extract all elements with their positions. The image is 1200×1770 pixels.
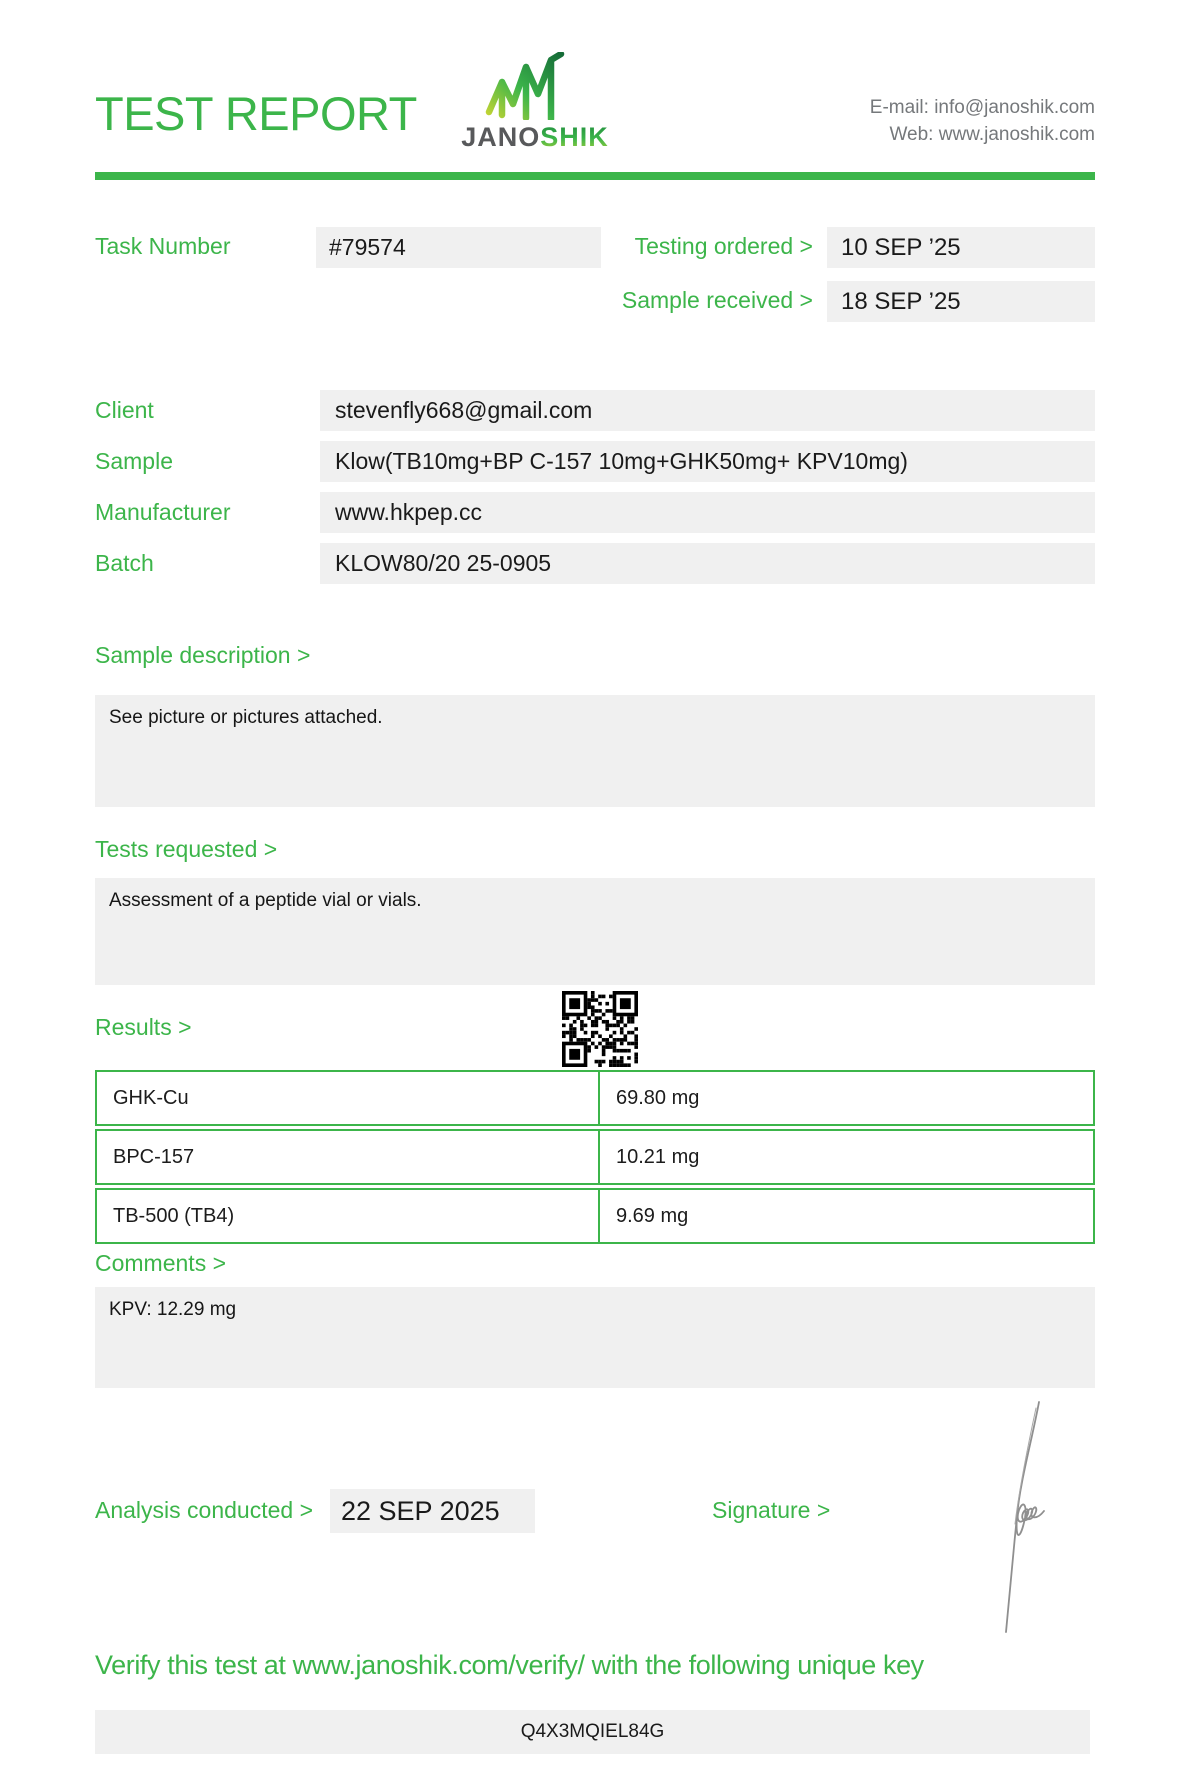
results-table [95, 1070, 1095, 1247]
analyte-amount: 69.80 mg [616, 1086, 700, 1109]
janoshik-logo [450, 52, 620, 152]
logo-wordmark [450, 122, 620, 152]
signature-label: Signature > [712, 1497, 831, 1523]
qr-code [562, 991, 638, 1067]
analysis-conducted-label: Analysis conducted > [95, 1497, 313, 1523]
sample-label: Sample [95, 448, 173, 474]
table-row [95, 1188, 1095, 1244]
logo-word-green: SHIK [540, 122, 609, 152]
batch-value: KLOW80/20 25-0905 [320, 543, 1095, 584]
contact-email: E-mail: info@janoshik.com [869, 97, 1095, 118]
analyte-name: TB-500 (TB4) [97, 1190, 600, 1242]
comments-heading: Comments > [95, 1250, 227, 1276]
batch-label: Batch [95, 550, 154, 576]
signature-image [975, 1398, 1059, 1638]
results-heading: Results > [95, 1014, 192, 1040]
tests-requested-box: Assessment of a peptide vial or vials. [95, 878, 1095, 985]
sample-description-box: See picture or pictures attached. [95, 695, 1095, 807]
trend-chart-icon [483, 52, 587, 120]
analyte-name: GHK-Cu [97, 1072, 600, 1124]
logo-word-dark: JANO [461, 122, 541, 152]
client-value: stevenfly668@gmail.com [320, 390, 1095, 431]
contact-block [870, 94, 1095, 148]
sample-received-label: Sample received > [621, 287, 813, 313]
task-number-value: #79574 [316, 227, 601, 268]
client-label: Client [95, 397, 154, 423]
comments-box: KPV: 12.29 mg [95, 1287, 1095, 1388]
analyte-amount: 9.69 mg [616, 1204, 689, 1227]
analyte-name: BPC-157 [97, 1131, 600, 1183]
sample-received-value: 18 SEP ’25 [827, 281, 1095, 322]
verify-key: Q4X3MQIEL84G [95, 1710, 1090, 1754]
green-divider [95, 172, 1095, 180]
task-number-label: Task Number [95, 233, 231, 259]
tests-requested-heading: Tests requested > [95, 836, 278, 862]
verify-instruction: Verify this test at www.janoshik.com/verify/ with the following unique key [95, 1650, 924, 1680]
table-row [95, 1129, 1095, 1185]
manufacturer-label: Manufacturer [95, 499, 231, 525]
sample-description-heading: Sample description > [95, 642, 311, 668]
testing-ordered-label: Testing ordered > [634, 233, 813, 259]
analysis-date: 22 SEP 2025 [330, 1489, 535, 1533]
page-title: TEST REPORT [95, 87, 417, 140]
table-row [95, 1070, 1095, 1126]
analyte-amount: 10.21 mg [616, 1145, 700, 1168]
manufacturer-value: www.hkpep.cc [320, 492, 1095, 533]
testing-ordered-value: 10 SEP ’25 [827, 227, 1095, 268]
sample-value: Klow(TB10mg+BP C-157 10mg+GHK50mg+ KPV10mg) [320, 441, 1095, 482]
contact-web: Web: www.janoshik.com [889, 124, 1095, 145]
